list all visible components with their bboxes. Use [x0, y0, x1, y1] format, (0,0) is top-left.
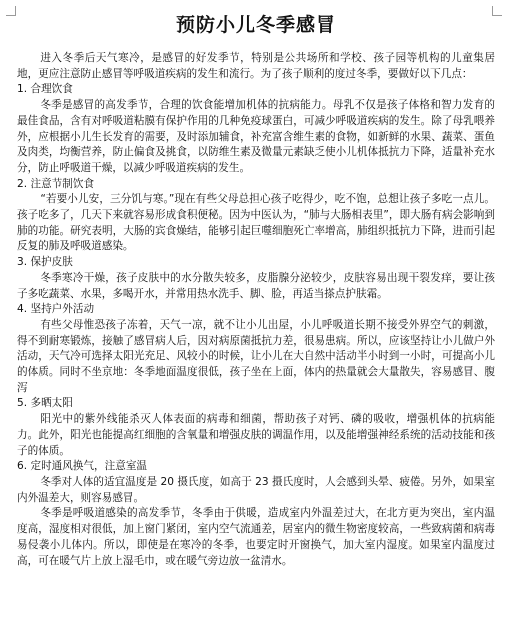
section-heading: 1. 合理饮食 [17, 83, 73, 96]
section-paragraph: 有些父母惟恐孩子冻着，天气一凉，就不让小儿出屋，小儿呼吸道长期不接受外界空气的刺激，得不到耐寒锻炼，接触了感冒病人后，因对病原菌抵抗力差，很易患病。所以，应该坚持让小儿做户外活动，天气冷可选择太阳光充足、风较小的时候，让小儿在大自然中活动半小时到一小时，可提高小儿的体质。同时不坐京地：冬季地面温度很低，孩子坐在上面，体内的热量就会大量散失，容易感冒、腹泻 [17, 318, 495, 394]
document-title: 预防小儿冬季感冒 [175, 14, 336, 36]
section-paragraph: 冬季是感冒的高发季节，合理的饮食能增加机体的抗病能力。母乳不仅是孩子体格和智力发育的最佳食品，含有对呼吸道粘膜有保护作用的几种免疫球蛋白，可减少呼吸道疾病的发生。除了母乳喂养外，应根据小儿生长发育的需要，及时添加辅食，补充富含维生素的食物，如新鲜的水果、蔬菜、蛋鱼及肉类，均衡营养，防止偏食及挑食，以防维生素及微量元素缺乏使小儿机体抵抗力下降，适量补充水分，防止呼吸道干燥，以减少呼吸道疾病的发生。 [17, 99, 495, 174]
page-corner-mark [6, 6, 16, 16]
section-paragraph: “若要小儿安，三分饥与寒。”现在有些父母总担心孩子吃得少，吃不饱，总想让孩子多吃一点儿。孩子吃多了，几天下来就容易形成食积便秘。因为中医认为，“肺与大肠相表里”，即大肠有病会影响到肺的功能。研究表明，大肠的宾食燥结，能够引起巨噬细胞死亡率增高，肺组织抵抗力下降，进而引起反复的肺及呼吸道感染。 [17, 193, 495, 253]
section-paragraph: 冬季是呼吸道感染的高发季节，冬季由于供暖，造成室内外温差过大，在北方更为突出，室内温度高，湿度相对很低，加上窗门紧闭，室内空气流通差，居室内的微生物密度较高，一些致病菌和病毒易侵袭小儿体内。所以，即使是在寒冷的冬季，也要定时开窗换气，加大室内湿度。如果室内温度过高，可在暖气片上放上湿毛巾，或在暖气旁边放一盆清水。 [17, 507, 495, 567]
section-heading: 4. 坚持户外活动 [17, 303, 95, 316]
section-paragraph: 冬季寒冷干燥，孩子皮肤中的水分散失较多，皮脂腺分泌较少，皮肤容易出现干裂发痒，要让孩子多吃蔬菜、水果，多喝开水，并常用热水洗手、脚、脸，再适当搽点护肤霜。 [17, 271, 495, 300]
section-heading: 3. 保护皮肤 [17, 256, 73, 269]
section-heading: 6. 定时通风换气，注意室温 [17, 460, 148, 473]
document-page [17, 12, 495, 569]
section-paragraph: 冬季对人体的适宜温度是 20 摄氏度，如高于 23 摄氏度时，人会感到头晕、疲倦。另外，如果室内外温差大，则容易感冒。 [17, 475, 495, 504]
section-paragraph: 阳光中的紫外线能杀灭人体表面的病毒和细菌，帮助孩子对钙、磷的吸收，增强机体的抗病能力。此外，阳光也能提高红细胞的含氧量和增强皮肤的调温作用，以及能增强神经系统的活动技能和孩子的体质。 [17, 413, 495, 457]
intro-paragraph: 进入冬季后天气寒冷，是感冒的好发季节，特别是公共场所和学校、孩子园等机构的儿童集居地，更应注意防止感冒等呼吸道疾病的发生和流行。为了孩子顺利的度过冬季，要做好以下几点： [17, 52, 495, 80]
section-heading: 2. 注意节制饮食 [17, 177, 95, 190]
section-heading: 5. 多晒太阳 [17, 397, 73, 410]
